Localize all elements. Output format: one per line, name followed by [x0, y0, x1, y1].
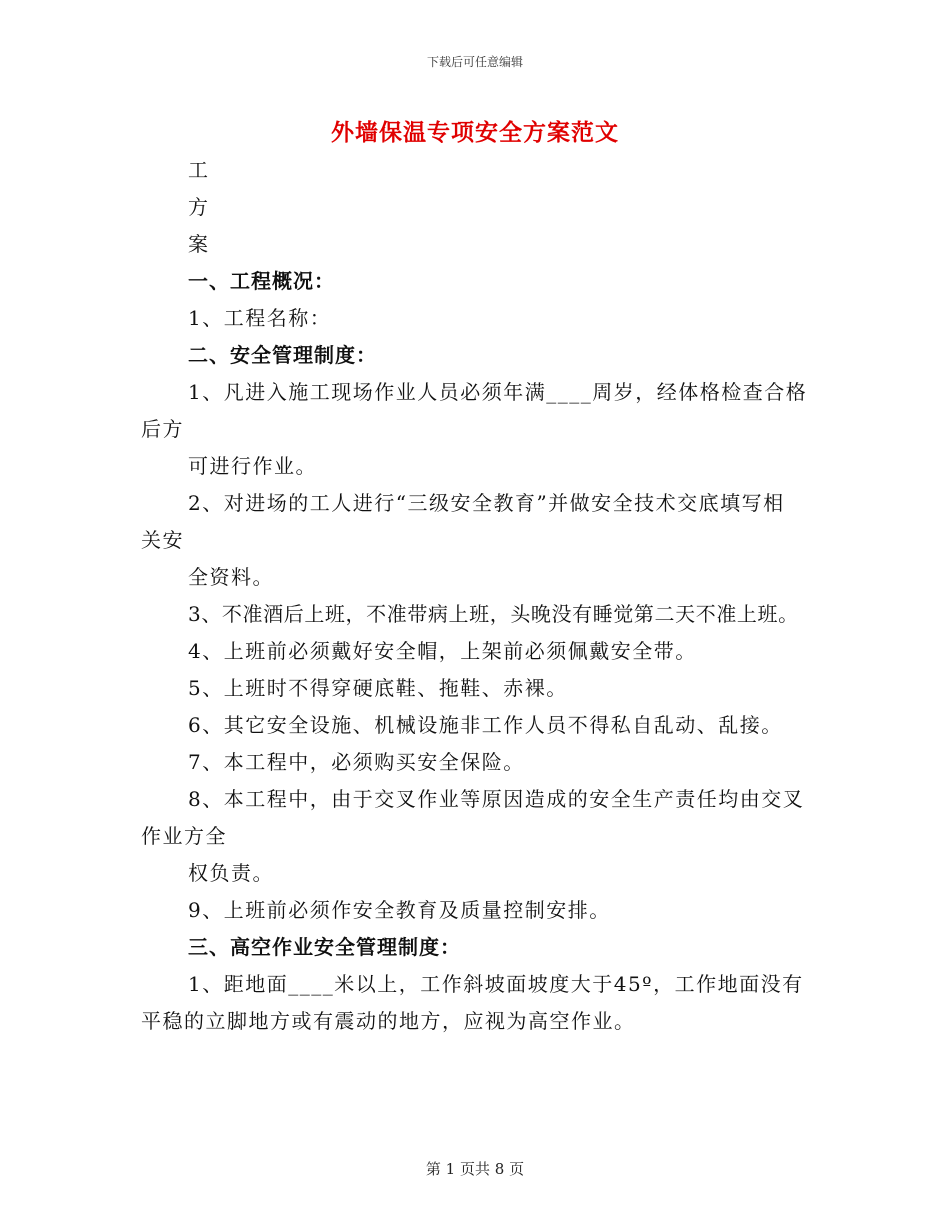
- document-title: 外墙保温专项安全方案范文: [331, 120, 619, 146]
- text-line: 全资料。: [188, 565, 274, 589]
- text-line: 1、距地面____米以上，工作斜坡面坡度大于45º，工作地面没有: [188, 972, 804, 996]
- text-line: 1、工程名称：: [188, 306, 332, 330]
- text-line: 2、对进场的工人进行“三级安全教育”并做安全技术交底填写相: [188, 491, 785, 515]
- section-heading: 三、高空作业安全管理制度：: [188, 935, 461, 959]
- section-heading: 二、安全管理制度：: [188, 343, 377, 367]
- text-line: 工: [188, 158, 210, 182]
- text-line: 权负责。: [188, 861, 274, 885]
- text-line: 可进行作业。: [188, 454, 317, 478]
- section-heading: 一、工程概况：: [188, 269, 335, 293]
- text-line: 作业方全: [141, 824, 227, 848]
- text-line: 4、上班前必须戴好安全帽，上架前必须佩戴安全带。: [188, 639, 697, 663]
- text-line: 方: [188, 195, 210, 219]
- text-line: 5、上班时不得穿硬底鞋、拖鞋、赤裸。: [188, 676, 568, 700]
- text-line: 7、本工程中，必须购买安全保险。: [188, 750, 525, 774]
- text-line: 关安: [141, 528, 184, 552]
- text-line: 3、不准酒后上班，不准带病上班，头晚没有睡觉第二天不准上班。: [188, 602, 799, 626]
- header-note: 下载后可任意编辑: [426, 55, 523, 69]
- page-footer: 第 1 页共 8 页: [425, 1160, 525, 1178]
- text-line: 后方: [141, 417, 184, 441]
- text-line: 6、其它安全设施、机械设施非工作人员不得私自乱动、乱接。: [188, 713, 783, 737]
- text-line: 案: [188, 232, 210, 256]
- text-line: 1、凡进入施工现场作业人员必须年满____周岁，经体格检查合格: [188, 380, 808, 404]
- text-line: 平稳的立脚地方或有震动的地方，应视为高空作业。: [141, 1009, 636, 1033]
- text-line: 8、本工程中，由于交叉作业等原因造成的安全生产责任均由交叉: [188, 787, 805, 811]
- text-line: 9、上班前必须作安全教育及质量控制安排。: [188, 898, 611, 922]
